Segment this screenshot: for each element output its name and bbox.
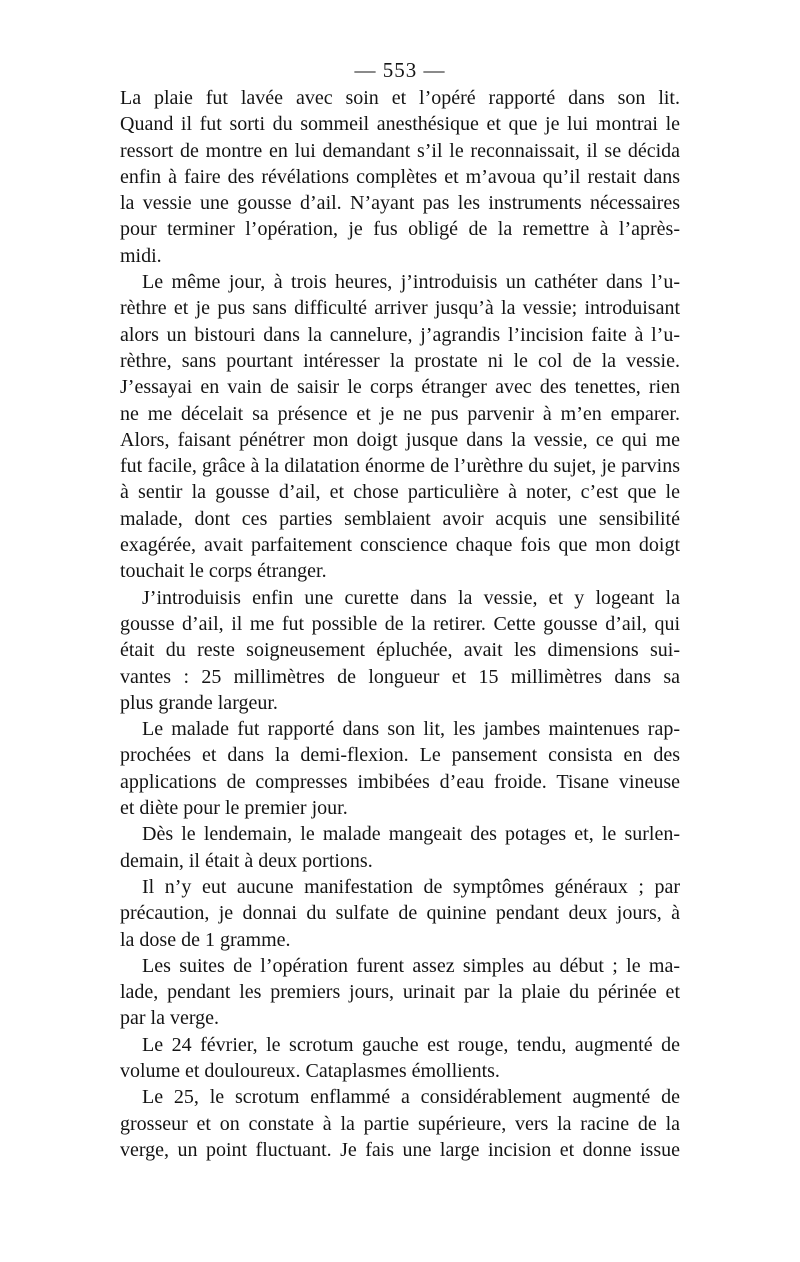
text-line: lade, pendant les premiers jours, urinait par la plaie du périnée et bbox=[120, 981, 680, 1004]
text-line: demain, il était à deux portions. bbox=[120, 849, 373, 872]
text-line: verge, un point fluctuant. Je fais une large incision et donne issue bbox=[120, 1138, 680, 1161]
text-line: alors un bistouri dans la cannelure, j’agrandis l’incision faite à l’u- bbox=[120, 323, 680, 346]
paragraph bbox=[120, 874, 680, 953]
text-line: la dose de 1 gramme. bbox=[120, 928, 291, 951]
text-line: J’essayai en vain de saisir le corps étranger avec des tenettes, rien bbox=[120, 376, 680, 399]
text-line: touchait le corps étranger. bbox=[120, 560, 327, 583]
text-line: ressort de montre en lui demandant s’il le reconnaissait, il se décida bbox=[120, 139, 680, 162]
text-line: Alors, faisant pénétrer mon doigt jusque dans la vessie, ce qui me bbox=[120, 428, 680, 451]
text-line: midi. bbox=[120, 244, 162, 267]
paragraph bbox=[120, 269, 680, 585]
text-line: enfin à faire des révélations complètes et m’avoua qu’il restait dans bbox=[120, 165, 680, 188]
text-line: applications de compresses imbibées d’eau froide. Tisane vineuse bbox=[120, 770, 680, 793]
text-line: volume et douloureux. Cataplasmes émollients. bbox=[120, 1059, 500, 1082]
page-number: — 553 — bbox=[354, 58, 446, 82]
paragraph bbox=[120, 821, 680, 874]
paragraph bbox=[120, 1084, 680, 1163]
text-line: malade, dont ces parties semblaient avoir acquis une sensibilité bbox=[120, 507, 680, 530]
paragraph bbox=[120, 716, 680, 821]
text-line: était du reste soigneusement épluchée, avait les dimensions sui- bbox=[120, 639, 680, 662]
text-line: Il n’y eut aucune manifestation de symptômes généraux ; par bbox=[142, 875, 680, 898]
text-line: La plaie fut lavée avec soin et l’opéré rapporté dans son lit. bbox=[120, 87, 680, 109]
text-line: Le malade fut rapporté dans son lit, les jambes maintenues rap- bbox=[142, 718, 680, 741]
text-line: par la verge. bbox=[120, 1007, 220, 1030]
text-line: prochées et dans la demi-flexion. Le pansement consista en des bbox=[120, 744, 680, 767]
text-line: la vessie une gousse d’ail. N’ayant pas les instruments nécessaires bbox=[120, 192, 680, 215]
text-line: Le 24 février, le scrotum gauche est rouge, tendu, augmenté de bbox=[142, 1033, 680, 1056]
paragraph bbox=[120, 1032, 680, 1085]
body-text bbox=[120, 85, 680, 1163]
text-line: à sentir la gousse d’ail, et chose particulière à noter, c’est que le bbox=[120, 481, 680, 504]
text-line: vantes : 25 millimètres de longueur et 15 millimètres dans sa bbox=[120, 665, 680, 688]
text-line: exagérée, avait parfaitement conscience chaque fois que mon doigt bbox=[120, 534, 680, 557]
text-line: plus grande largeur. bbox=[120, 691, 278, 714]
text-line: fut facile, grâce à la dilatation énorme de l’urèthre du sujet, je parvins bbox=[120, 455, 680, 478]
text-line: Le même jour, à trois heures, j’introduisis un cathéter dans l’u- bbox=[142, 271, 680, 294]
text-line: grosseur et on constate à la partie supérieure, vers la racine de la bbox=[120, 1112, 680, 1135]
text-line: Le 25, le scrotum enflammé a considérablement augmenté de bbox=[142, 1086, 680, 1109]
text-line: gousse d’ail, il me fut possible de la retirer. Cette gousse d’ail, qui bbox=[120, 612, 680, 635]
paragraph bbox=[120, 585, 680, 716]
text-line: Les suites de l’opération furent assez simples au début ; le ma- bbox=[142, 954, 680, 977]
text-line: J’introduisis enfin une curette dans la vessie, et y logeant la bbox=[142, 586, 680, 609]
paragraph bbox=[120, 953, 680, 1032]
text-line: rèthre et je pus sans difficulté arriver jusqu’à la vessie; introduisant bbox=[120, 297, 680, 320]
text-line: ne me décelait sa présence et je ne pus parvenir à m’en emparer. bbox=[120, 402, 680, 425]
text-line: Dès le lendemain, le malade mangeait des potages et, le surlen- bbox=[142, 823, 680, 846]
text-line: Quand il fut sorti du sommeil anesthésique et que je lui montrai le bbox=[120, 113, 680, 136]
paragraph bbox=[120, 85, 680, 269]
text-line: et diète pour le premier jour. bbox=[120, 797, 348, 820]
text-line: pour terminer l’opération, je fus obligé de la remettre à l’après- bbox=[120, 218, 680, 241]
text-line: précaution, je donnai du sulfate de quinine pendant deux jours, à bbox=[120, 902, 680, 925]
text-line: rèthre, sans pourtant intéresser la prostate ni le col de la vessie. bbox=[120, 349, 680, 372]
